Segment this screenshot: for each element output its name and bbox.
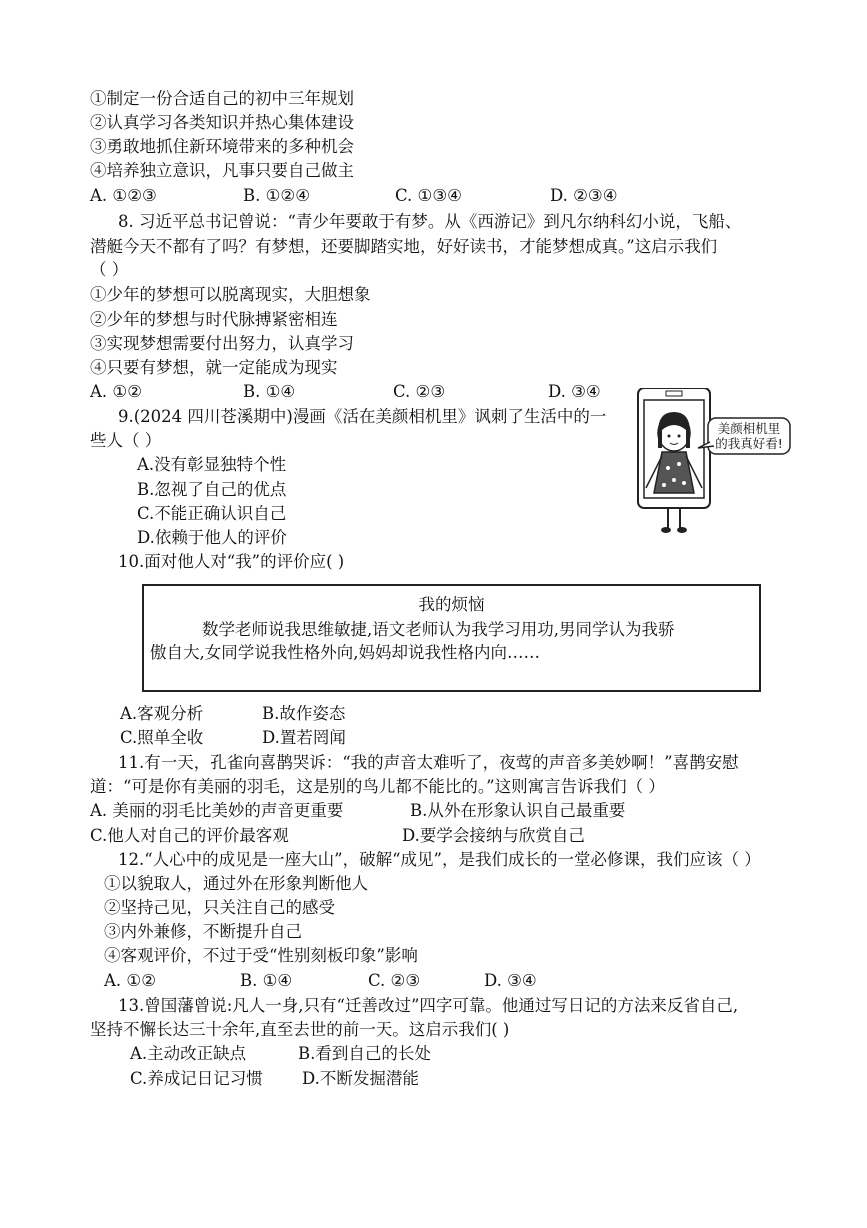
q8-choice-d: D. ③④: [548, 382, 601, 401]
q8-stem-line3: （ ）: [90, 260, 129, 279]
q7-option-2: ②认真学习各类知识并热心集体建设: [90, 113, 354, 132]
q10-box-line2: 傲自大,女同学说我性格外向,妈妈却说我性格内向……: [150, 643, 540, 662]
q7-choice-a: A. ①②③: [90, 186, 157, 205]
q11-choice-d: D.要学会接纳与欣赏自己: [402, 826, 585, 845]
q10-choice-a: A.客观分析: [120, 704, 204, 723]
q11-choice-b: B.从外在形象认识自己最重要: [410, 801, 626, 820]
q10-stem: 10.面对他人对“我”的评价应( ): [118, 552, 345, 571]
q7-option-3: ③勇敢地抓住新环境带来的多种机会: [90, 137, 354, 156]
q13-stem-line1: 13.曾国藩曾说:凡人一身,只有“迁善改过”四字可靠。他通过写日记的方法来反省自己,: [118, 996, 739, 1015]
q8-option-3: ③实现梦想需要付出努力，认真学习: [90, 334, 354, 353]
q7-choice-b: B. ①②④: [243, 186, 310, 205]
q9-choice-a: A.没有彰显独特个性: [137, 455, 287, 474]
q7-choice-c: C. ①③④: [395, 186, 462, 205]
bubble-line2: 的我真好看!: [715, 436, 783, 451]
q8-choice-c: C. ②③: [393, 382, 446, 401]
q9-choice-b: B.忽视了自己的优点: [137, 480, 287, 499]
q12-choice-c: C. ②③: [368, 971, 421, 990]
q12-stem: 12.“人心中的成见是一座大山”，破解“成见”，是我们成长的一堂必修课，我们应该（ ）: [118, 850, 761, 869]
q11-stem-line1: 11.有一天，孔雀向喜鹊哭诉：“我的声音太难听了，夜莺的声音多美妙啊！”喜鹊安慰: [118, 753, 739, 772]
q12-choice-a: A. ①②: [104, 971, 156, 990]
q13-choice-a: A.主动改正缺点: [130, 1044, 247, 1063]
q11-choice-a: A. 美丽的羽毛比美妙的声音更重要: [90, 801, 344, 820]
q7-option-1: ①制定一份合适自己的初中三年规划: [90, 89, 354, 108]
q12-option-1: ①以貌取人，通过外在形象判断他人: [104, 874, 368, 893]
q9-choice-d: D.依赖于他人的评价: [137, 528, 287, 547]
q8-option-4: ④只要有梦想，就一定能成为现实: [90, 358, 338, 377]
q12-choice-d: D. ③④: [484, 971, 537, 990]
q10-box-line1: 数学老师说我思维敏捷,语文老师认为我学习用功,男同学认为我骄: [202, 620, 675, 639]
q13-choice-c: C.养成记日记习惯: [130, 1069, 263, 1088]
q8-option-1: ①少年的梦想可以脱离现实，大胆想象: [90, 285, 371, 304]
bubble-line1: 美颜相机里: [717, 421, 781, 436]
q11-choice-c: C.他人对自己的评价最客观: [90, 826, 289, 845]
q12-option-2: ②坚持己见，只关注自己的感受: [104, 898, 335, 917]
q12-option-3: ③内外兼修，不断提升自己: [104, 922, 302, 941]
q8-option-2: ②少年的梦想与时代脉搏紧密相连: [90, 310, 338, 329]
q8-choice-a: A. ①②: [90, 382, 142, 401]
q12-option-4: ④客观评价，不过于受“性别刻板印象”影响: [104, 946, 418, 965]
q10-quote-box: [142, 584, 761, 692]
q9-stem-line2: 些人（ ）: [90, 431, 162, 450]
q10-choice-d: D.置若罔闻: [262, 728, 346, 747]
q10-box-title: 我的烦恼: [418, 595, 485, 614]
q8-stem-line1: 8. 习近平总书记曾说：“青少年要敢于有梦。从《西游记》到凡尔纳科幻小说，飞船、: [118, 212, 742, 231]
q7-option-4: ④培养独立意识，凡事只要自己做主: [90, 161, 354, 180]
beauty-camera-cartoon: [624, 388, 794, 538]
q10-choice-c: C.照单全收: [120, 728, 204, 747]
q13-choice-d: D.不断发掘潜能: [302, 1069, 419, 1088]
q10-choice-b: B.故作姿态: [262, 704, 346, 723]
q9-choice-c: C.不能正确认识自己: [137, 504, 287, 523]
q8-stem-line2: 潜艇今天不都有了吗？有梦想，还要脚踏实地，好好读书，才能梦想成真。”这启示我们: [90, 237, 718, 256]
q13-stem-line2: 坚持不懈长达三十余年,直至去世的前一天。这启示我们( ): [90, 1020, 510, 1039]
q11-stem-line2: 道：“可是你有美丽的羽毛，这是别的鸟儿都不能比的。”这则寓言告诉我们（ ）: [90, 777, 665, 796]
q12-choice-b: B. ①④: [240, 971, 293, 990]
q13-choice-b: B.看到自己的长处: [298, 1044, 431, 1063]
q8-choice-b: B. ①④: [243, 382, 296, 401]
q9-stem-line1: 9.(2024 四川苍溪期中)漫画《活在美颜相机里》讽刺了生活中的一: [118, 407, 607, 426]
q7-choice-d: D. ②③④: [550, 186, 618, 205]
